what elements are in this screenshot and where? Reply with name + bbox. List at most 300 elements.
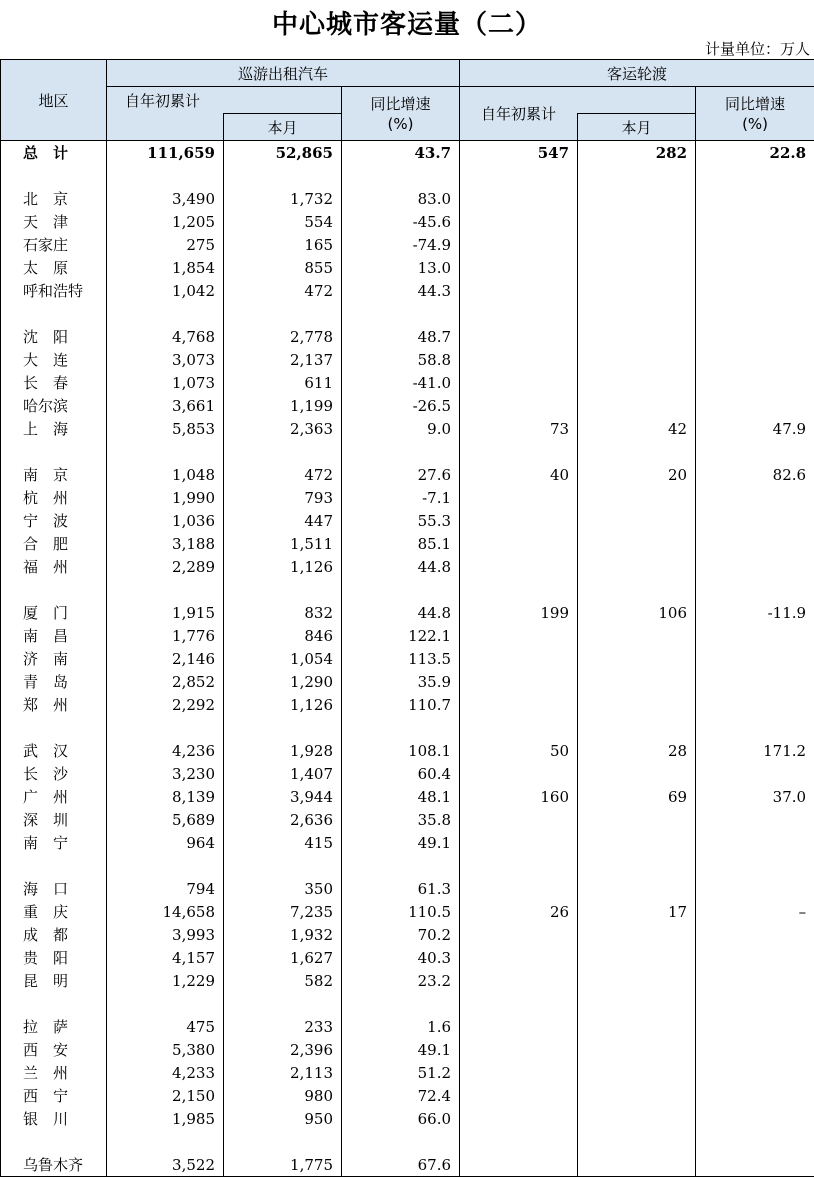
cell-taxi-month: 1,775 (224, 1153, 342, 1177)
cell-ferry-month (578, 647, 696, 670)
table-row (1, 1015, 814, 1038)
cell-ferry-month (578, 348, 696, 371)
cell-ferry-month: 69 (578, 785, 696, 808)
spacer-cell (1, 1130, 107, 1153)
spacer-row (1, 1130, 814, 1153)
spacer-cell (224, 716, 342, 739)
cell-taxi-yoy: -7.1 (342, 486, 460, 509)
cell-taxi-ytd: 1,915 (107, 601, 224, 624)
table-row (1, 486, 814, 509)
cell-taxi-yoy: 44.8 (342, 555, 460, 578)
cell-ferry-yoy (696, 670, 814, 693)
cell-taxi-yoy: 66.0 (342, 1107, 460, 1130)
cell-ferry-month (578, 624, 696, 647)
cell-region: 青 岛 (1, 670, 107, 693)
cell-ferry-yoy (696, 348, 814, 371)
cell-region: 乌鲁木齐 (1, 1153, 107, 1177)
cell-region: 天 津 (1, 210, 107, 233)
spacer-cell (342, 1130, 460, 1153)
cell-ferry-yoy (696, 279, 814, 302)
spacer-cell (1, 854, 107, 877)
spacer-cell (460, 440, 578, 463)
cell-region: 长 春 (1, 371, 107, 394)
cell-ferry-ytd: 40 (460, 463, 578, 486)
cell-taxi-yoy: 44.8 (342, 601, 460, 624)
cell-ferry-yoy (696, 808, 814, 831)
cell-ferry-yoy (696, 555, 814, 578)
cell-taxi-month: 1,199 (224, 394, 342, 417)
cell-taxi-ytd: 1,042 (107, 279, 224, 302)
cell-taxi-month: 472 (224, 463, 342, 486)
cell-ferry-month: 282 (578, 141, 696, 165)
spacer-cell (224, 992, 342, 1015)
cell-taxi-ytd: 5,380 (107, 1038, 224, 1061)
cell-ferry-ytd (460, 1015, 578, 1038)
cell-taxi-month: 1,126 (224, 693, 342, 716)
table-row (1, 532, 814, 555)
table-row (1, 233, 814, 256)
cell-ferry-yoy (696, 210, 814, 233)
cell-ferry-ytd: 73 (460, 417, 578, 440)
unit-label: 计量单位：万人 (705, 38, 810, 59)
cell-taxi-month: 165 (224, 233, 342, 256)
cell-ferry-month (578, 325, 696, 348)
cell-ferry-yoy (696, 762, 814, 785)
spacer-cell (578, 854, 696, 877)
spacer-cell (696, 440, 814, 463)
cell-region: 北 京 (1, 187, 107, 210)
cell-ferry-ytd (460, 394, 578, 417)
spacer-cell (696, 1130, 814, 1153)
cell-taxi-month: 1,054 (224, 647, 342, 670)
cell-taxi-ytd: 3,188 (107, 532, 224, 555)
cell-taxi-ytd: 1,036 (107, 509, 224, 532)
table-row (1, 624, 814, 647)
cell-ferry-month (578, 762, 696, 785)
cell-region: 重 庆 (1, 900, 107, 923)
cell-taxi-month: 2,137 (224, 348, 342, 371)
cell-taxi-yoy: 108.1 (342, 739, 460, 762)
spacer-cell (1, 578, 107, 601)
spacer-cell (460, 992, 578, 1015)
table-row (1, 647, 814, 670)
cell-taxi-month: 1,407 (224, 762, 342, 785)
spacer-cell (1, 302, 107, 325)
cell-taxi-ytd: 4,236 (107, 739, 224, 762)
cell-region: 南 昌 (1, 624, 107, 647)
cell-ferry-ytd (460, 371, 578, 394)
cell-taxi-yoy: 67.6 (342, 1153, 460, 1177)
table-row (1, 877, 814, 900)
table-row (1, 923, 814, 946)
table-row (1, 256, 814, 279)
cell-taxi-yoy: 83.0 (342, 187, 460, 210)
cell-taxi-ytd: 3,522 (107, 1153, 224, 1177)
cell-taxi-ytd: 3,230 (107, 762, 224, 785)
cell-ferry-month (578, 923, 696, 946)
cell-ferry-yoy: 171.2 (696, 739, 814, 762)
header-taxi-yoy: 同比增速 (%) (342, 87, 460, 141)
cell-ferry-yoy (696, 831, 814, 854)
spacer-cell (460, 1130, 578, 1153)
header-ferry: 客运轮渡 (460, 60, 814, 87)
spacer-cell (107, 716, 224, 739)
cell-ferry-yoy (696, 969, 814, 992)
table-row (1, 1084, 814, 1107)
table-body (1, 141, 814, 1177)
header-ferry-month: 本月 (578, 114, 696, 141)
cell-ferry-month (578, 969, 696, 992)
cell-taxi-ytd: 1,776 (107, 624, 224, 647)
cell-ferry-ytd: 26 (460, 900, 578, 923)
table-row (1, 463, 814, 486)
cell-ferry-month (578, 187, 696, 210)
cell-taxi-month: 554 (224, 210, 342, 233)
cell-taxi-yoy: 55.3 (342, 509, 460, 532)
cell-taxi-yoy: 110.7 (342, 693, 460, 716)
spacer-cell (578, 578, 696, 601)
header-region: 地区 (1, 60, 107, 141)
cell-ferry-yoy (696, 1084, 814, 1107)
cell-ferry-month: 17 (578, 900, 696, 923)
cell-region: 太 原 (1, 256, 107, 279)
cell-ferry-month: 106 (578, 601, 696, 624)
cell-taxi-month: 1,290 (224, 670, 342, 693)
cell-taxi-ytd: 1,048 (107, 463, 224, 486)
cell-taxi-month: 415 (224, 831, 342, 854)
cell-taxi-ytd: 111,659 (107, 141, 224, 165)
cell-ferry-yoy (696, 371, 814, 394)
cell-ferry-yoy: 82.6 (696, 463, 814, 486)
cell-taxi-ytd: 2,292 (107, 693, 224, 716)
spacer-row (1, 578, 814, 601)
cell-taxi-month: 52,865 (224, 141, 342, 165)
cell-taxi-yoy: 43.7 (342, 141, 460, 165)
cell-taxi-yoy: 110.5 (342, 900, 460, 923)
cell-taxi-ytd: 3,073 (107, 348, 224, 371)
table-row (1, 1038, 814, 1061)
cell-ferry-yoy (696, 532, 814, 555)
cell-taxi-ytd: 4,157 (107, 946, 224, 969)
spacer-cell (460, 578, 578, 601)
cell-ferry-ytd (460, 348, 578, 371)
cell-ferry-month (578, 831, 696, 854)
passenger-table (0, 59, 814, 1177)
spacer-cell (696, 716, 814, 739)
cell-ferry-month (578, 256, 696, 279)
cell-ferry-month (578, 808, 696, 831)
cell-taxi-month: 2,363 (224, 417, 342, 440)
spacer-cell (1, 164, 107, 187)
cell-ferry-yoy (696, 486, 814, 509)
table-row-total (1, 141, 814, 165)
cell-ferry-yoy (696, 1153, 814, 1177)
cell-ferry-ytd (460, 969, 578, 992)
cell-taxi-ytd: 1,073 (107, 371, 224, 394)
table-row (1, 946, 814, 969)
cell-ferry-ytd: 50 (460, 739, 578, 762)
cell-region: 南 京 (1, 463, 107, 486)
cell-taxi-yoy: 72.4 (342, 1084, 460, 1107)
cell-taxi-month: 2,396 (224, 1038, 342, 1061)
cell-ferry-yoy (696, 1038, 814, 1061)
cell-region: 武 汉 (1, 739, 107, 762)
cell-ferry-ytd (460, 693, 578, 716)
cell-taxi-ytd: 5,689 (107, 808, 224, 831)
cell-ferry-ytd (460, 210, 578, 233)
cell-taxi-yoy: 27.6 (342, 463, 460, 486)
cell-ferry-ytd (460, 831, 578, 854)
cell-ferry-month (578, 486, 696, 509)
spacer-row (1, 440, 814, 463)
spacer-row (1, 302, 814, 325)
spacer-cell (696, 302, 814, 325)
cell-region: 福 州 (1, 555, 107, 578)
spacer-cell (460, 716, 578, 739)
cell-region: 深 圳 (1, 808, 107, 831)
spacer-cell (1, 440, 107, 463)
cell-ferry-ytd (460, 187, 578, 210)
cell-taxi-month: 832 (224, 601, 342, 624)
cell-ferry-ytd (460, 532, 578, 555)
cell-ferry-ytd (460, 923, 578, 946)
cell-taxi-month: 2,636 (224, 808, 342, 831)
cell-taxi-yoy: -45.6 (342, 210, 460, 233)
cell-ferry-ytd: 199 (460, 601, 578, 624)
spacer-cell (107, 578, 224, 601)
cell-taxi-ytd: 2,146 (107, 647, 224, 670)
cell-taxi-yoy: 122.1 (342, 624, 460, 647)
spacer-cell (460, 302, 578, 325)
header-taxi: 巡游出租汽车 (107, 60, 460, 87)
table-row (1, 210, 814, 233)
spacer-cell (342, 578, 460, 601)
cell-ferry-yoy (696, 256, 814, 279)
cell-region: 石家庄 (1, 233, 107, 256)
cell-taxi-month: 7,235 (224, 900, 342, 923)
table-row (1, 187, 814, 210)
cell-ferry-month (578, 555, 696, 578)
cell-taxi-month: 3,944 (224, 785, 342, 808)
cell-region: 昆 明 (1, 969, 107, 992)
cell-ferry-month (578, 1015, 696, 1038)
cell-ferry-month (578, 1153, 696, 1177)
cell-taxi-ytd: 3,993 (107, 923, 224, 946)
cell-taxi-month: 950 (224, 1107, 342, 1130)
cell-ferry-month (578, 670, 696, 693)
cell-region: 拉 萨 (1, 1015, 107, 1038)
cell-region: 长 沙 (1, 762, 107, 785)
cell-taxi-ytd: 5,853 (107, 417, 224, 440)
cell-region: 银 川 (1, 1107, 107, 1130)
spacer-cell (107, 440, 224, 463)
cell-taxi-month: 1,511 (224, 532, 342, 555)
spacer-row (1, 164, 814, 187)
spacer-cell (342, 716, 460, 739)
spacer-cell (696, 992, 814, 1015)
cell-region: 成 都 (1, 923, 107, 946)
cell-ferry-yoy (696, 1015, 814, 1038)
table-row (1, 739, 814, 762)
cell-taxi-yoy: 60.4 (342, 762, 460, 785)
cell-taxi-yoy: 13.0 (342, 256, 460, 279)
cell-ferry-yoy (696, 1061, 814, 1084)
cell-taxi-yoy: 70.2 (342, 923, 460, 946)
cell-ferry-yoy: 47.9 (696, 417, 814, 440)
cell-ferry-ytd (460, 1061, 578, 1084)
cell-taxi-month: 980 (224, 1084, 342, 1107)
table-row (1, 969, 814, 992)
cell-ferry-month (578, 371, 696, 394)
cell-taxi-yoy: 48.1 (342, 785, 460, 808)
cell-ferry-ytd (460, 279, 578, 302)
cell-ferry-month (578, 279, 696, 302)
cell-taxi-yoy: 113.5 (342, 647, 460, 670)
table-row (1, 1107, 814, 1130)
spacer-cell (578, 440, 696, 463)
spacer-cell (224, 164, 342, 187)
cell-taxi-month: 1,126 (224, 555, 342, 578)
cell-ferry-yoy (696, 624, 814, 647)
table-row (1, 900, 814, 923)
table-row (1, 831, 814, 854)
spacer-cell (342, 440, 460, 463)
cell-ferry-yoy (696, 325, 814, 348)
table-row (1, 670, 814, 693)
cell-taxi-ytd: 14,658 (107, 900, 224, 923)
cell-taxi-yoy: -26.5 (342, 394, 460, 417)
spacer-cell (460, 164, 578, 187)
table-row (1, 279, 814, 302)
cell-region: 宁 波 (1, 509, 107, 532)
spacer-cell (1, 716, 107, 739)
spacer-row (1, 992, 814, 1015)
table-row (1, 693, 814, 716)
cell-ferry-yoy (696, 693, 814, 716)
cell-ferry-yoy (696, 877, 814, 900)
cell-taxi-month: 233 (224, 1015, 342, 1038)
cell-taxi-yoy: 1.6 (342, 1015, 460, 1038)
spacer-cell (696, 164, 814, 187)
spacer-cell (578, 302, 696, 325)
cell-taxi-ytd: 8,139 (107, 785, 224, 808)
cell-region: 呼和浩特 (1, 279, 107, 302)
cell-region: 贵 阳 (1, 946, 107, 969)
cell-region: 海 口 (1, 877, 107, 900)
spacer-cell (224, 440, 342, 463)
spacer-cell (578, 716, 696, 739)
spacer-cell (107, 1130, 224, 1153)
cell-ferry-ytd (460, 647, 578, 670)
cell-taxi-ytd: 794 (107, 877, 224, 900)
table-row (1, 417, 814, 440)
cell-ferry-yoy (696, 394, 814, 417)
table-row (1, 1153, 814, 1177)
spacer-cell (460, 854, 578, 877)
cell-taxi-month: 1,732 (224, 187, 342, 210)
spacer-cell (107, 164, 224, 187)
cell-region: 兰 州 (1, 1061, 107, 1084)
cell-taxi-ytd: 4,768 (107, 325, 224, 348)
cell-ferry-month (578, 1107, 696, 1130)
cell-taxi-month: 447 (224, 509, 342, 532)
spacer-cell (224, 578, 342, 601)
cell-region: 上 海 (1, 417, 107, 440)
cell-taxi-month: 472 (224, 279, 342, 302)
cell-ferry-ytd (460, 877, 578, 900)
cell-ferry-yoy (696, 233, 814, 256)
cell-region: 南 宁 (1, 831, 107, 854)
spacer-row (1, 854, 814, 877)
cell-taxi-ytd: 1,205 (107, 210, 224, 233)
table-row (1, 762, 814, 785)
cell-taxi-ytd: 475 (107, 1015, 224, 1038)
cell-taxi-yoy: 49.1 (342, 1038, 460, 1061)
cell-ferry-ytd (460, 325, 578, 348)
cell-taxi-month: 846 (224, 624, 342, 647)
cell-taxi-ytd: 3,490 (107, 187, 224, 210)
cell-taxi-ytd: 2,289 (107, 555, 224, 578)
table-row (1, 785, 814, 808)
cell-taxi-ytd: 3,661 (107, 394, 224, 417)
cell-taxi-ytd: 2,852 (107, 670, 224, 693)
cell-region: 郑 州 (1, 693, 107, 716)
cell-taxi-ytd: 1,985 (107, 1107, 224, 1130)
cell-taxi-month: 611 (224, 371, 342, 394)
table-row (1, 348, 814, 371)
cell-ferry-yoy (696, 923, 814, 946)
header-ferry-ytd: 自年初累计 (460, 87, 578, 141)
cell-ferry-month: 28 (578, 739, 696, 762)
header-ferry-yoy: 同比增速 (%) (696, 87, 814, 141)
cell-ferry-ytd (460, 808, 578, 831)
page-title: 中心城市客运量（二） (0, 4, 814, 41)
cell-ferry-yoy: – (696, 900, 814, 923)
cell-ferry-ytd (460, 1153, 578, 1177)
cell-taxi-ytd: 275 (107, 233, 224, 256)
cell-ferry-ytd (460, 555, 578, 578)
cell-taxi-month: 350 (224, 877, 342, 900)
cell-taxi-ytd: 1,229 (107, 969, 224, 992)
cell-ferry-ytd (460, 946, 578, 969)
cell-ferry-month (578, 1061, 696, 1084)
cell-taxi-yoy: 85.1 (342, 532, 460, 555)
cell-ferry-month (578, 946, 696, 969)
cell-taxi-yoy: -74.9 (342, 233, 460, 256)
table-row (1, 371, 814, 394)
table-row (1, 325, 814, 348)
cell-taxi-ytd: 4,233 (107, 1061, 224, 1084)
cell-ferry-ytd (460, 233, 578, 256)
cell-ferry-month (578, 877, 696, 900)
cell-region: 厦 门 (1, 601, 107, 624)
cell-taxi-yoy: 23.2 (342, 969, 460, 992)
cell-taxi-month: 855 (224, 256, 342, 279)
spacer-row (1, 716, 814, 739)
cell-taxi-month: 2,113 (224, 1061, 342, 1084)
cell-taxi-month: 2,778 (224, 325, 342, 348)
header-taxi-ytd-spacer (107, 114, 224, 141)
cell-ferry-month: 20 (578, 463, 696, 486)
table-row (1, 601, 814, 624)
cell-taxi-month: 793 (224, 486, 342, 509)
cell-taxi-yoy: 9.0 (342, 417, 460, 440)
cell-taxi-yoy: 35.9 (342, 670, 460, 693)
cell-taxi-month: 1,627 (224, 946, 342, 969)
cell-taxi-yoy: 35.8 (342, 808, 460, 831)
spacer-cell (696, 854, 814, 877)
cell-ferry-month (578, 233, 696, 256)
